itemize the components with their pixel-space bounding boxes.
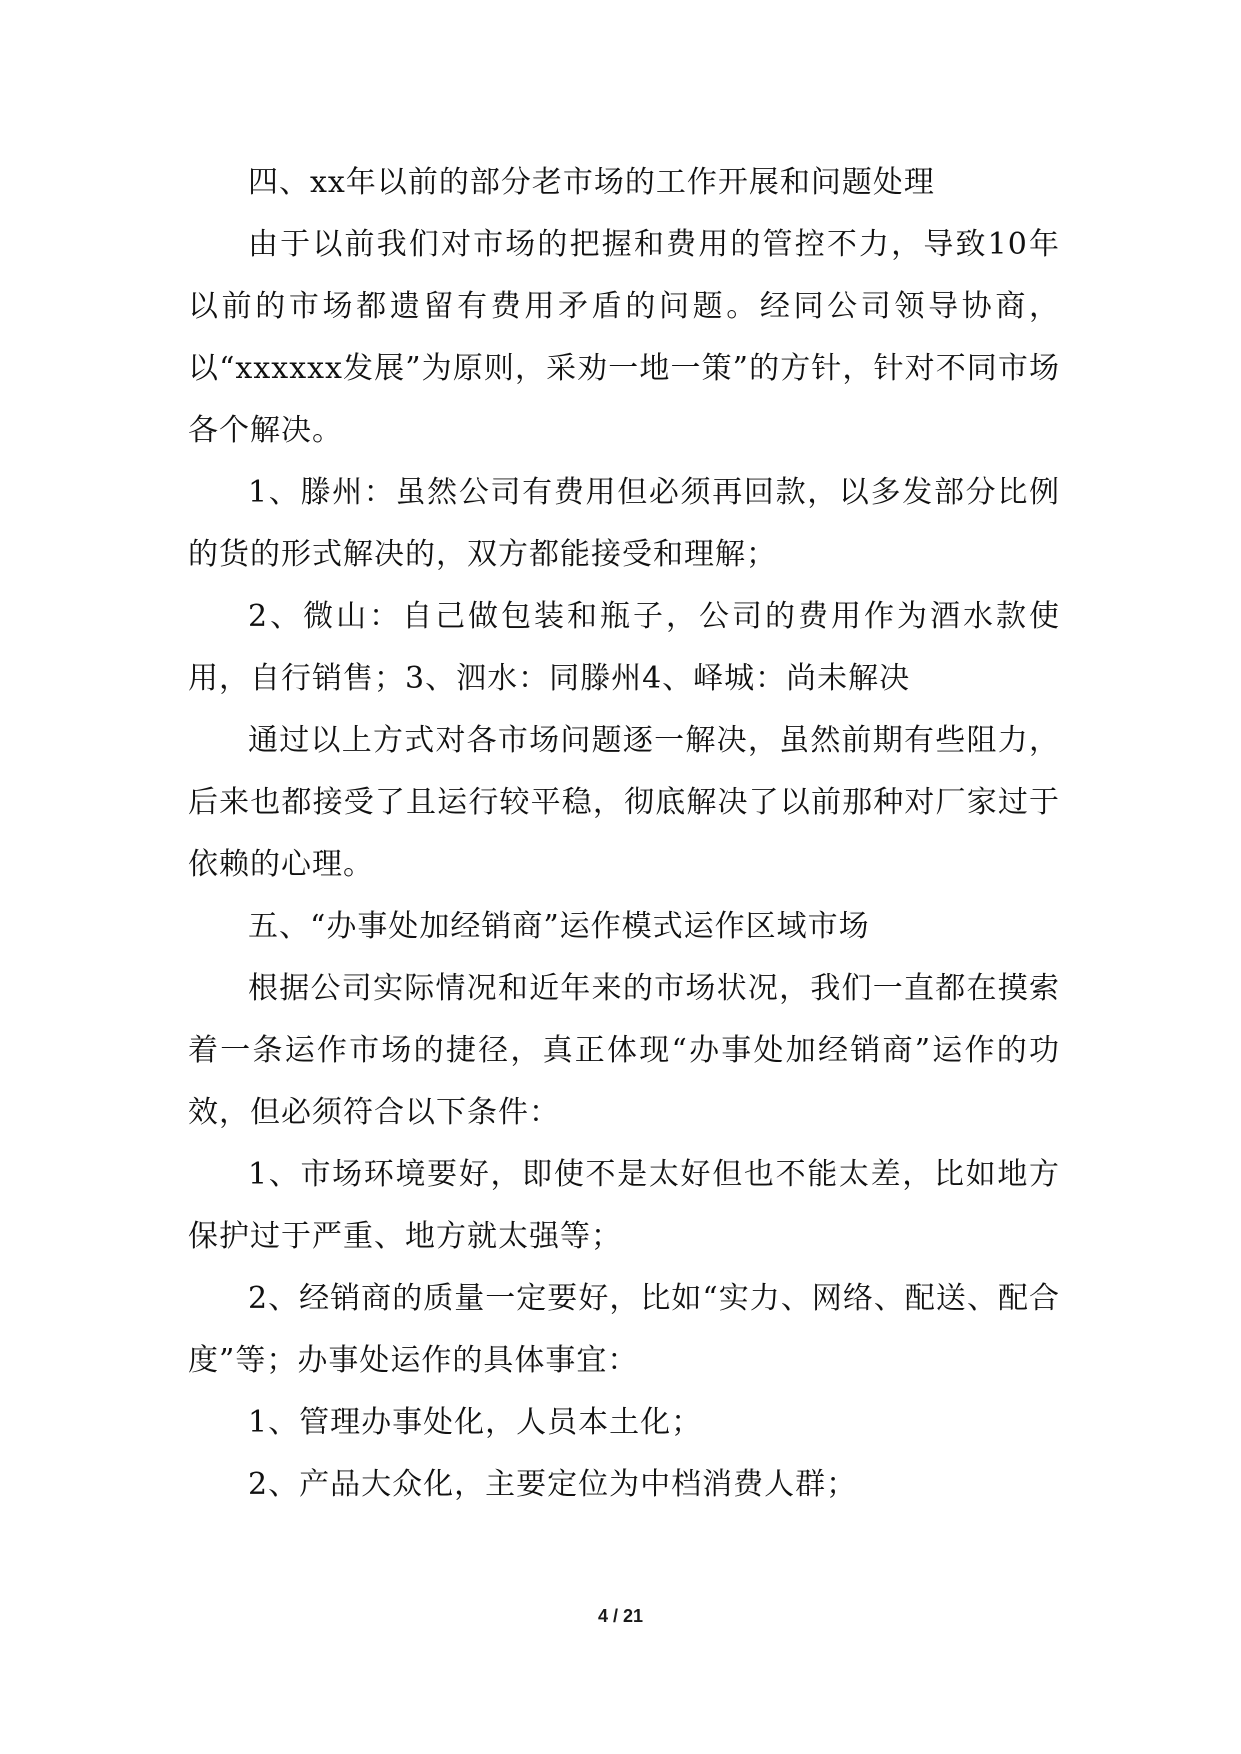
- page-number: 4 / 21: [597, 1606, 644, 1626]
- paragraph: 通过以上方式对各市场问题逐一解决，虽然前期有些阻力，后来也都接受了且运行较平稳，彻底解决了以前那种对厂家过于依赖的心理。: [188, 723, 1060, 882]
- document-body: [188, 152, 1060, 1516]
- paragraph: 根据公司实际情况和近年来的市场状况，我们一直都在摸索着一条运作市场的捷径，真正体现“办事处加经销商”运作的功效，但必须符合以下条件：: [188, 971, 1060, 1130]
- list-item: 1、管理办事处化，人员本土化；: [248, 1405, 703, 1440]
- paragraph: 由于以前我们对市场的把握和费用的管控不力，导致10年以前的市场都遗留有费用矛盾的问题。经同公司领导协商，以“xxxxxx发展”为原则，采劝一地一策”的方针，针对不同市场各个解决。: [188, 227, 1060, 448]
- list-item: 2、产品大众化，主要定位为中档消费人群；: [248, 1467, 858, 1502]
- list-item: 1、市场环境要好，即使不是太好但也不能太差，比如地方保护过于严重、地方就太强等；: [188, 1157, 1060, 1254]
- list-item: 1、滕州：虽然公司有费用但必须再回款，以多发部分比例的货的形式解决的，双方都能接受和理解；: [188, 475, 1060, 572]
- list-item: 2、经销商的质量一定要好，比如“实力、网络、配送、配合度”等；办事处运作的具体事宜：: [188, 1281, 1060, 1378]
- list-item: 2、微山：自己做包装和瓶子，公司的费用作为酒水款使用，自行销售；3、泗水：同滕州4、峄城：尚未解决: [188, 599, 1060, 696]
- section-heading-5: 五、“办事处加经销商”运作模式运作区域市场: [248, 909, 870, 944]
- section-heading-4: 四、xx年以前的部分老市场的工作开展和问题处理: [248, 165, 935, 200]
